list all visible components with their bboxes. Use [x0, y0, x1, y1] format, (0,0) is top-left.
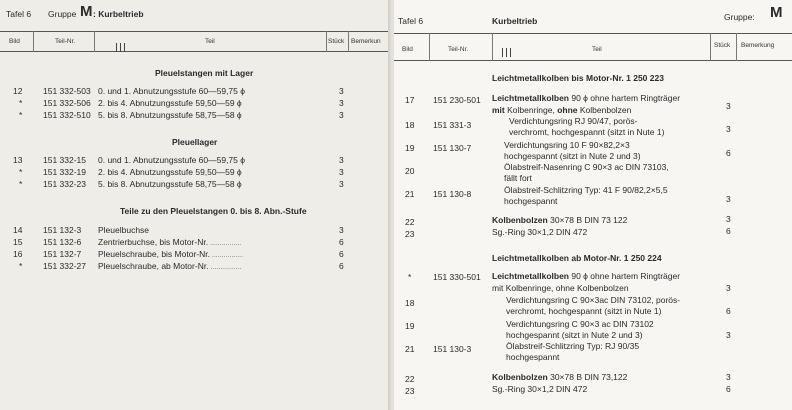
bild: 13: [13, 155, 23, 165]
stueck: 6: [726, 226, 731, 236]
teil-nr: 151 130-7: [433, 143, 472, 153]
bild: *: [19, 179, 23, 189]
bild: 19: [405, 321, 415, 331]
teil-line: hochgespannt (sitzt in Nute 2 und 3): [506, 330, 643, 340]
teil-line: mit Kolbenringe, ohne Kolbenbolzen: [492, 283, 629, 293]
teil: Pleuelbuchse: [98, 225, 150, 235]
left-col-teilnr: Teil-Nr.: [55, 38, 76, 45]
bild: 12: [13, 86, 23, 96]
right-col-teilnr: Teil-Nr.: [448, 46, 469, 53]
right-col-stueck: Stück: [714, 42, 731, 49]
stueck: 3: [339, 225, 344, 235]
stueck: 6: [726, 384, 731, 394]
section-title: Leichtmetallkolben bis Motor-Nr. 1 250 223: [492, 73, 664, 83]
teil-line: Leichtmetallkolben 90 ϕ ohne hartem Ringträger: [492, 93, 681, 103]
bild: *: [19, 98, 23, 108]
left-col-teil: Teil: [205, 38, 215, 45]
teil: Pleuelschraube, ab Motor-Nr. .....: [98, 261, 242, 271]
teil: 5. bis 8. Abnutzungsstufe 58,75—58 ϕ: [98, 110, 242, 120]
bild: 22: [405, 374, 415, 384]
bild: 19: [405, 143, 415, 153]
section-title: Pleuelstangen mit Lager: [155, 68, 254, 78]
section-title: Leichtmetallkolben ab Motor-Nr. 1 250 224: [492, 253, 662, 263]
stueck: 6: [726, 148, 731, 158]
left-col-divider: [33, 31, 34, 52]
right-col-divider: [429, 33, 430, 61]
stueck: 6: [339, 261, 344, 271]
teil-nr: 151 130-8: [433, 189, 472, 199]
teil-nr: 151 332-503: [43, 86, 91, 96]
left-col-bild: Bild: [9, 38, 20, 45]
right-col-teil: Teil: [592, 46, 602, 53]
bild: 18: [405, 298, 415, 308]
right-header-top-rule: [394, 33, 792, 34]
teil-nr: 151 332-27: [43, 261, 87, 271]
teil: 0. und 1. Abnutzungsstufe 60—59,75 ϕ: [98, 155, 246, 165]
stueck: 3: [726, 372, 731, 382]
stueck: 3: [726, 214, 731, 224]
section-title: Teile zu den Pleuelstangen 0. bis 8. Abn.-Stufe: [120, 206, 307, 216]
left-gruppe-letter: M: [80, 3, 93, 20]
teil-nr: 151 330-501: [433, 272, 481, 282]
bild: 17: [405, 95, 415, 105]
teil: 2. bis 4. Abnutzungsstufe 59,50—59 ϕ: [98, 98, 242, 108]
teil-line: mit Kolbenringe, ohne Kolbenbolzen: [492, 105, 632, 115]
stueck: 3: [726, 194, 731, 204]
left-col-bemerkung: Bemerkun: [351, 38, 381, 45]
stueck: 3: [339, 86, 344, 96]
teil: Pleuelschraube, bis Motor-Nr. .....: [98, 249, 243, 259]
stueck: 3: [339, 155, 344, 165]
right-col-divider: [710, 33, 711, 61]
teil-line: Verdichtungsring 10 F 90×82,2×3: [504, 140, 630, 150]
teil-line: Leichtmetallkolben 90 ϕ ohne hartem Ringträger: [492, 271, 681, 281]
teil-line: verchromt, hochgespannt (sitzt in Nute 1): [509, 127, 665, 137]
left-col-divider: [326, 31, 327, 52]
stueck: 3: [339, 110, 344, 120]
right-gruppe-letter: M: [770, 4, 783, 21]
right-header-bottom-rule: [394, 60, 792, 61]
right-title: Kurbeltrieb: [492, 16, 538, 26]
teil: 5. bis 8. Abnutzungsstufe 58,75—58 ϕ: [98, 179, 242, 189]
teil-line: Kolbenbolzen 30×78 B DIN 73 122: [492, 215, 628, 225]
left-col-divider: [94, 31, 95, 52]
right-col-bild: Bild: [402, 46, 413, 53]
teil-line: Sg.-Ring 30×1,2 DIN 472: [492, 227, 588, 237]
stueck: 3: [726, 283, 731, 293]
bild: 22: [405, 217, 415, 227]
teil-nr: 151 332-15: [43, 155, 87, 165]
teil-nr: 151 332-23: [43, 179, 87, 189]
stueck: 3: [339, 179, 344, 189]
teil-nr: 151 331-3: [433, 120, 472, 130]
left-col-stueck: Stück: [328, 38, 345, 45]
teil: Zentrierbuchse, bis Motor-Nr. .....: [98, 237, 241, 247]
teil-nr: 151 132-7: [43, 249, 82, 259]
right-tick-marks: [502, 44, 514, 62]
right-tafel: Tafel 6: [398, 16, 424, 26]
right-col-bemerkung: Bemerkung: [741, 42, 775, 49]
bild: *: [19, 110, 23, 120]
left-gruppe-prefix: Gruppe: [48, 9, 77, 19]
left-tafel: Tafel 6: [6, 9, 32, 19]
teil-line: hochgespannt: [504, 196, 558, 206]
stueck: 6: [339, 237, 344, 247]
teil-line: Ölabstreif-Schlitzring Typ: 41 F 90/82,2×5,5: [504, 185, 668, 195]
bild: 15: [13, 237, 23, 247]
bild: *: [19, 167, 23, 177]
left-col-divider: [348, 31, 349, 52]
bild: 21: [405, 344, 415, 354]
teil-line: Verdichtungsring C 90×3 ac DIN 73102: [506, 319, 654, 329]
teil-line: Ölabstreif-Nasenring C 90×3 ac DIN 73103,: [504, 162, 669, 172]
bild: *: [19, 261, 23, 271]
teil-line: verchromt, hochgespannt (sitzt in Nute 1): [506, 306, 662, 316]
teil-nr: 151 130-3: [433, 344, 472, 354]
section-title: Pleuellager: [172, 137, 218, 147]
teil-line: hochgespannt (sitzt in Nute 2 und 3): [504, 151, 641, 161]
teil-line: Sg.-Ring 30×1,2 DIN 472: [492, 384, 588, 394]
bild: 23: [405, 229, 415, 239]
teil-line: Ölabstreif-Schlitzring Typ: RJ 90/35: [506, 341, 640, 351]
stueck: 3: [726, 124, 731, 134]
stueck: 3: [726, 330, 731, 340]
teil: 0. und 1. Abnutzungsstufe 60—59,75 ϕ: [98, 86, 246, 96]
teil-nr: 151 332-19: [43, 167, 87, 177]
stueck: 6: [726, 306, 731, 316]
right-page: [394, 0, 792, 410]
teil-nr: 151 230-501: [433, 95, 481, 105]
teil: 2. bis 4. Abnutzungsstufe 59,50—59 ϕ: [98, 167, 242, 177]
right-gruppe-prefix: Gruppe:: [724, 12, 755, 22]
bild: 16: [13, 249, 23, 259]
bild: 18: [405, 120, 415, 130]
left-tick-marks: [116, 39, 128, 57]
right-col-divider: [736, 33, 737, 61]
left-page: [0, 0, 392, 410]
right-col-divider: [492, 33, 493, 61]
left-header-top-rule: [0, 31, 392, 32]
teil-line: hochgespannt: [506, 352, 560, 362]
teil-line: Verdichtungsring RJ 90/47, porös-: [509, 116, 638, 126]
bild: *: [408, 272, 412, 282]
teil-line: Kolbenbolzen 30×78 B DIN 73,122: [492, 372, 628, 382]
bild: 23: [405, 386, 415, 396]
teil-nr: 151 332-506: [43, 98, 91, 108]
left-header-bottom-rule: [0, 51, 392, 52]
bild: 20: [405, 166, 415, 176]
teil-nr: 151 332-510: [43, 110, 91, 120]
stueck: 6: [339, 249, 344, 259]
teil-nr: 151 132-3: [43, 225, 82, 235]
stueck: 3: [726, 101, 731, 111]
teil-nr: 151 132-6: [43, 237, 82, 247]
bild: 14: [13, 225, 23, 235]
left-gruppe-title: : Kurbeltrieb: [93, 9, 144, 19]
bild: 21: [405, 189, 415, 199]
teil-line: Verdichtungsring C 90×3ac DIN 73102, porös-: [506, 295, 681, 305]
stueck: 3: [339, 167, 344, 177]
teil-line: fällt fort: [504, 173, 532, 183]
stueck: 3: [339, 98, 344, 108]
